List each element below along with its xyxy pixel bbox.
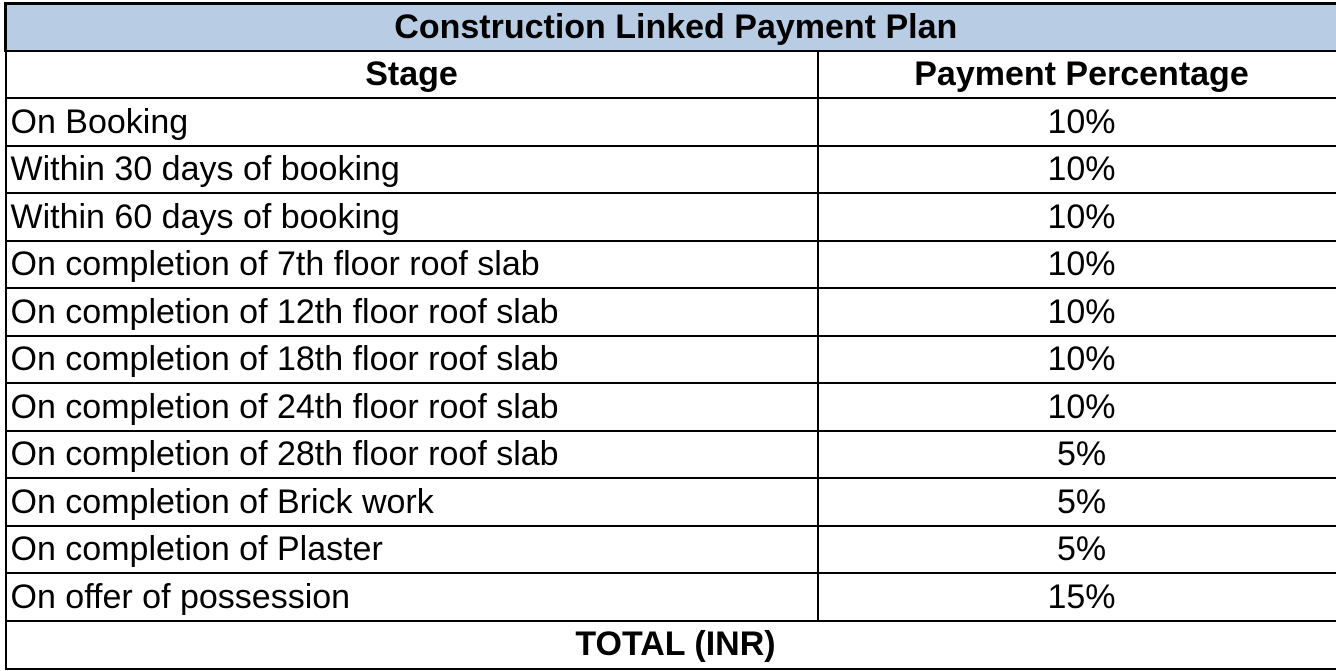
stage-cell: On completion of 7th floor roof slab bbox=[6, 241, 818, 289]
percentage-cell: 10% bbox=[818, 336, 1336, 384]
percentage-cell: 5% bbox=[818, 431, 1336, 479]
table-row bbox=[6, 526, 1336, 574]
table-row bbox=[6, 288, 1336, 336]
column-header-stage: Stage bbox=[6, 51, 818, 98]
stage-cell: On completion of 18th floor roof slab bbox=[6, 336, 818, 384]
percentage-cell: 10% bbox=[818, 193, 1336, 241]
table-row bbox=[6, 241, 1336, 289]
percentage-cell: 10% bbox=[818, 288, 1336, 336]
stage-cell: On completion of 28th floor roof slab bbox=[6, 431, 818, 479]
table-row bbox=[6, 336, 1336, 384]
percentage-cell: 10% bbox=[818, 98, 1336, 146]
table-row bbox=[6, 98, 1336, 146]
percentage-cell: 10% bbox=[818, 241, 1336, 289]
stage-cell: Within 30 days of booking bbox=[6, 146, 818, 194]
title-row bbox=[6, 4, 1336, 52]
table-row bbox=[6, 431, 1336, 479]
percentage-cell: 10% bbox=[818, 146, 1336, 194]
stage-cell: On completion of Brick work bbox=[6, 478, 818, 526]
stage-cell: On offer of possession bbox=[6, 573, 818, 621]
stage-cell: On Booking bbox=[6, 98, 818, 146]
stage-cell: On completion of 24th floor roof slab bbox=[6, 383, 818, 431]
table-row bbox=[6, 193, 1336, 241]
table-row bbox=[6, 146, 1336, 194]
stage-cell: On completion of 12th floor roof slab bbox=[6, 288, 818, 336]
payment-plan-table bbox=[4, 2, 1336, 670]
table-row bbox=[6, 478, 1336, 526]
percentage-cell: 15% bbox=[818, 573, 1336, 621]
table-row bbox=[6, 383, 1336, 431]
column-header-percentage: Payment Percentage bbox=[818, 51, 1336, 98]
total-label: TOTAL (INR) bbox=[6, 621, 1336, 669]
table-title: Construction Linked Payment Plan bbox=[6, 4, 1336, 52]
table-row bbox=[6, 573, 1336, 621]
percentage-cell: 5% bbox=[818, 478, 1336, 526]
total-row bbox=[6, 621, 1336, 669]
percentage-cell: 5% bbox=[818, 526, 1336, 574]
stage-cell: On completion of Plaster bbox=[6, 526, 818, 574]
header-row bbox=[6, 51, 1336, 98]
stage-cell: Within 60 days of booking bbox=[6, 193, 818, 241]
table-body bbox=[6, 98, 1336, 621]
percentage-cell: 10% bbox=[818, 383, 1336, 431]
